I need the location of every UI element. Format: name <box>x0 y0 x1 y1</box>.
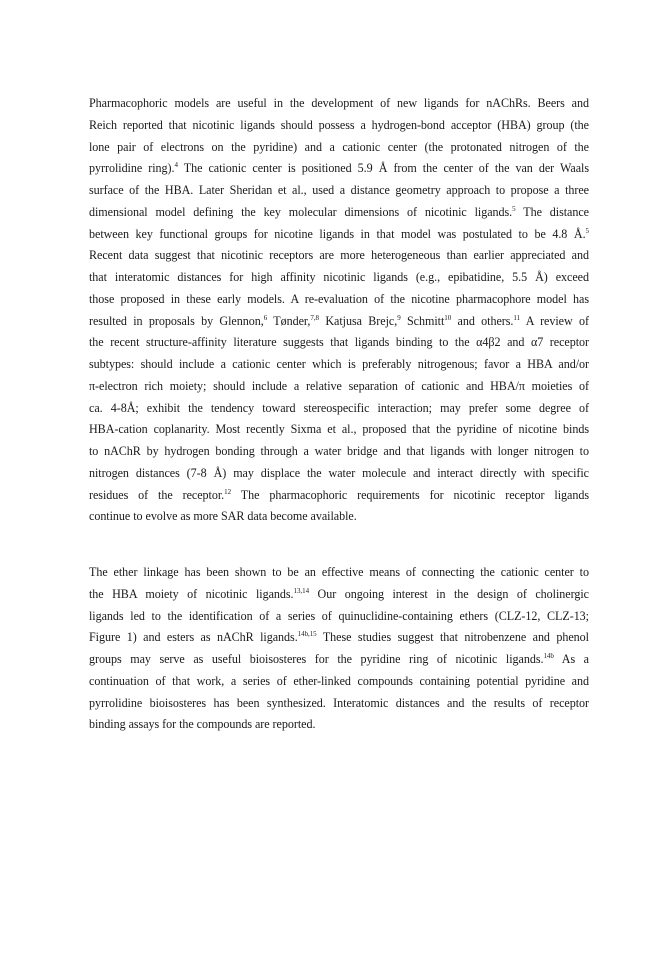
citation-superscript: 14b <box>543 652 554 660</box>
paragraph-ether-linkage <box>89 562 589 736</box>
text-line: to nAChR by hydrogen bonding through a water bridge and that ligands with longer nitrogen to <box>89 444 589 458</box>
text-line: Figure 1) and esters as nAChR ligands.$^{14b,15}$ These studies suggest that nitrobenzene and phenol <box>89 630 589 645</box>
text-line: nitrogen distances (7-8 Å) may displace the water molecule and interact directly with specific <box>89 465 589 480</box>
text-line: binding assays for the compounds are reported. <box>89 717 316 732</box>
text-line: subtypes: should include a cationic center which is preferably nitrogenous; favor a HBA and/or <box>89 357 589 371</box>
text-line: that interatomic distances for high affinity nicotinic ligands (e.g., epibatidine, 5.5 Å) exceed <box>89 270 589 284</box>
text-line: lone pair of electrons on the pyridine) and a cationic center (the protonated nitrogen of the <box>89 139 589 154</box>
text-line: dimensional model defining the key molecular dimensions of nicotinic ligands.$^5$ The distance <box>89 204 589 219</box>
text-line: π-electron rich moiety; should include a relative separation of cationic and HBA/π moieties of <box>89 378 589 393</box>
citation-superscript: 13,14 <box>293 586 310 595</box>
text-line: pyrrolidine bioisosteres has been synthesized. Interatomic distances and the results of receptor <box>89 695 589 710</box>
text-line: Reich reported that nicotinic ligands should possess a hydrogen-bond acceptor (HBA) group (the <box>89 117 589 132</box>
text-line: between key functional groups for nicotine ligands in that model was postulated to be 4.8 Å.$^5$ <box>89 226 589 241</box>
citation-superscript: 5 <box>585 226 589 235</box>
text-line: the HBA moiety of nicotinic ligands.$^{13,14}$ Our ongoing interest in the design of cholinergic <box>89 586 589 601</box>
text-line: residues of the receptor.$^{12}$ The pharmacophoric requirements for nicotinic receptor ligands <box>89 487 589 502</box>
citation-superscript: 11 <box>513 313 521 322</box>
text-line: those proposed in these early models. A re-evaluation of the nicotine pharmacophore model has <box>89 291 589 306</box>
citation-superscript: 5 <box>512 204 516 213</box>
text-line: The ether linkage has been shown to be an effective means of connecting the cationic center to <box>89 565 589 579</box>
text-line: Pharmacophoric models are useful in the development of new ligands for nAChRs. Beers and <box>89 96 589 110</box>
text-line: resulted in proposals by Glennon,$^6$ Tønder,$^{7,8}$ Katjusa Brejc,$^9$ Schmitt$^{10}$ and others.$^{11}$ A review of <box>89 313 589 328</box>
citation-superscript: 10 <box>444 313 452 322</box>
paragraph-pharmacophoric-models <box>89 93 589 528</box>
text-line: the recent structure-affinity literature suggests that ligands binding to the α4β2 and α7 receptor <box>89 335 589 350</box>
text-line: continuation of that work, a series of ether-linked compounds containing potential pyridine and <box>89 673 589 688</box>
citation-superscript: 4 <box>174 161 178 170</box>
text-line: pyrrolidine ring).$^4$ The cationic center is positioned 5.9 Å from the center of the van der Waals <box>89 161 589 176</box>
citation-superscript: 7,8 <box>310 313 320 322</box>
citation-superscript: 12 <box>224 487 232 496</box>
citation-superscript: 14b,15 <box>297 630 317 639</box>
text-line: ligands led to the identification of a series of quinuclidine-containing ethers (CLZ-12, CLZ-13; <box>89 608 589 623</box>
text-line: Recent data suggest that nicotinic receptors are more heterogeneous than earlier appreciated and <box>89 248 589 263</box>
text-line: continue to evolve as more SAR data become available. <box>89 509 357 524</box>
citation-superscript: 6 <box>263 313 268 322</box>
text-line: HBA-cation coplanarity. Most recently Sixma et al., proposed that the pyridine of nicotine binds <box>89 422 589 437</box>
text-line: surface of the HBA. Later Sheridan et al., used a distance geometry approach to propose a three <box>89 183 589 197</box>
text-line: ca. 4-8Å; exhibit the tendency toward stereospecific interaction; may prefer some degree of <box>89 400 589 415</box>
text-line: groups may serve as useful bioisosteres for the pyridine ring of nicotinic ligands.$^{14b}$ As a <box>89 652 590 666</box>
citation-superscript: 9 <box>397 313 401 322</box>
